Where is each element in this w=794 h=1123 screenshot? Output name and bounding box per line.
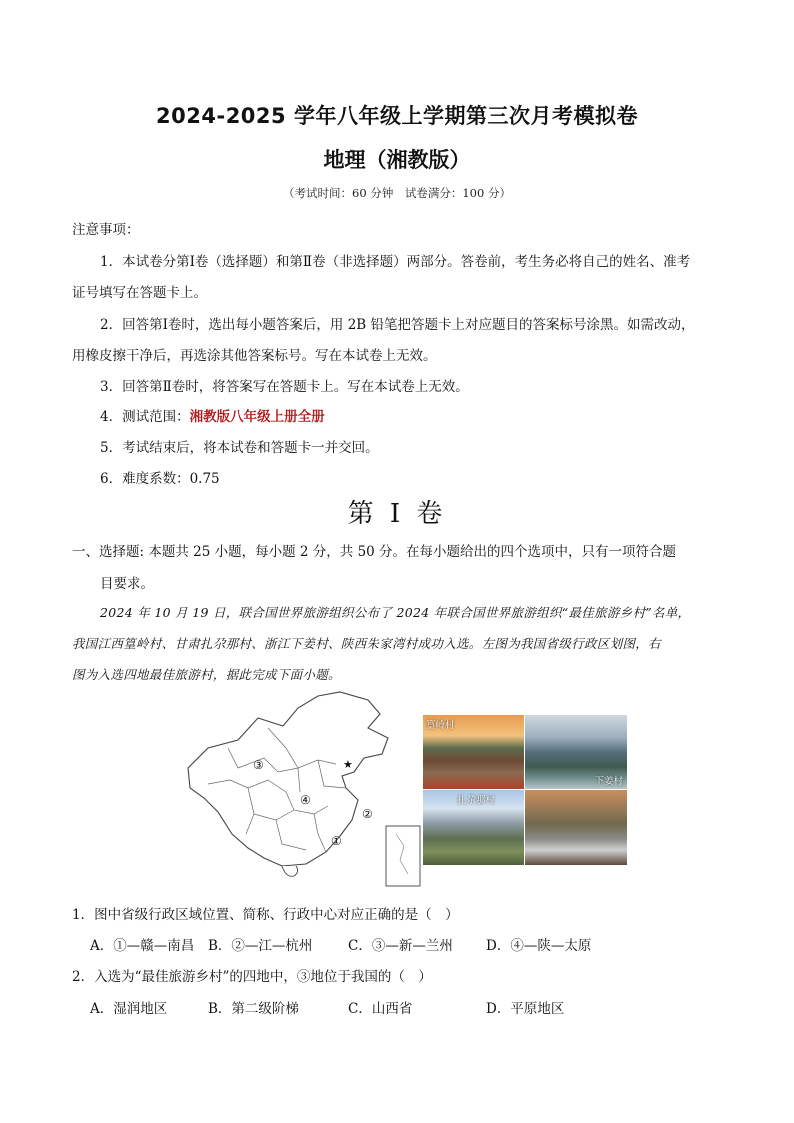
photo-label-huangling: 篁岭村 (426, 720, 455, 731)
section-instruction-line-1: 一、选择题: 本题共 25 小题，每小题 2 分，共 50 分。在每小题给出的四个选项中，只有一项符合题 (72, 544, 677, 560)
photo-huangling-village (423, 715, 524, 789)
question-2-stem: 2．入选为“最佳旅游乡村”的四地中，③地位于我国的（ ） (72, 969, 432, 985)
note-6: 6．难度系数：0.75 (100, 471, 220, 487)
note-5: 5．考试结束后，将本试卷和答题卡一并交回。 (100, 440, 379, 456)
note-2-line-1: 2．回答第Ⅰ卷时，选出每小题答案后，用 2B 铅笔把答题卡上对应题目的答案标号涂黑。如需改动， (100, 317, 695, 333)
exam-subtitle: 地理（湘教版） (323, 148, 471, 172)
question-1-option-c[interactable]: C．③—新—兰州 (348, 938, 453, 954)
question-2-option-d[interactable]: D．平原地区 (486, 1001, 565, 1017)
map-marker-4: ④ (300, 793, 311, 807)
photo-label-xiajiang: 下姜村 (594, 776, 623, 787)
note-1-line-2: 证号填写在答题卡上。 (72, 285, 207, 301)
question-1-option-b[interactable]: B．②—江—杭州 (208, 938, 313, 954)
note-4-prefix: 4．测试范围： (100, 409, 190, 425)
question-2-option-c[interactable]: C．山西省 (348, 1001, 413, 1017)
test-scope: 湘教版八年级上册全册 (189, 409, 325, 425)
section-instruction-line-2: 目要求。 (100, 576, 154, 592)
question-2-option-a[interactable]: A．湿润地区 (90, 1001, 168, 1017)
note-2-line-2: 用橡皮擦干净后，再选涂其他答案标号。写在本试卷上无效。 (72, 348, 437, 364)
svg-text:★: ★ (343, 758, 353, 771)
map-marker-1: ① (331, 834, 342, 848)
exam-info: （考试时间：60 分钟 试卷满分：100 分） (283, 186, 511, 200)
photo-xiajiang-village (525, 715, 627, 789)
question-2-option-b[interactable]: B．第二级阶梯 (208, 1001, 299, 1017)
note-3: 3．回答第Ⅱ卷时，将答案写在答题卡上。写在本试卷上无效。 (100, 379, 469, 395)
photo-zhujiawan-village (525, 790, 627, 865)
map-marker-3: ③ (253, 758, 264, 772)
map-marker-2: ② (362, 807, 373, 821)
question-1-option-a[interactable]: A．①—赣—南昌 (90, 938, 195, 954)
section-title: 第 I 卷 (347, 499, 447, 529)
china-province-map (168, 688, 422, 888)
passage-line-2: 我国江西篁岭村、甘肃扎尕那村、浙江下姜村、陕西朱家湾村成功入选。左图为我国省级行政区划图，右 (72, 636, 661, 651)
photo-zhagana-village (423, 790, 524, 865)
question-1-stem: 1．图中省级行政区域位置、简称、行政中心对应正确的是（ ） (72, 907, 459, 923)
exam-title: 2024-2025 学年八年级上学期第三次月考模拟卷 (156, 104, 638, 128)
notes-heading: 注意事项： (72, 222, 140, 238)
note-1-line-1: 1．本试卷分第Ⅰ卷（选择题）和第Ⅱ卷（非选择题）两部分。答卷前，考生务必将自己的姓名、准考 (100, 254, 691, 270)
passage-line-1: 2024 年 10 月 19 日，联合国世界旅游组织公布了 2024 年联合国世界旅游组织“最佳旅游乡村”名单， (100, 605, 691, 620)
note-4 (100, 405, 325, 425)
question-1-option-d[interactable]: D．④—陕—太原 (486, 938, 592, 954)
photo-label-zhagana: 扎尕那村 (457, 795, 496, 806)
passage-line-3: 图为入选四地最佳旅游村，据此完成下面小题。 (72, 667, 341, 682)
